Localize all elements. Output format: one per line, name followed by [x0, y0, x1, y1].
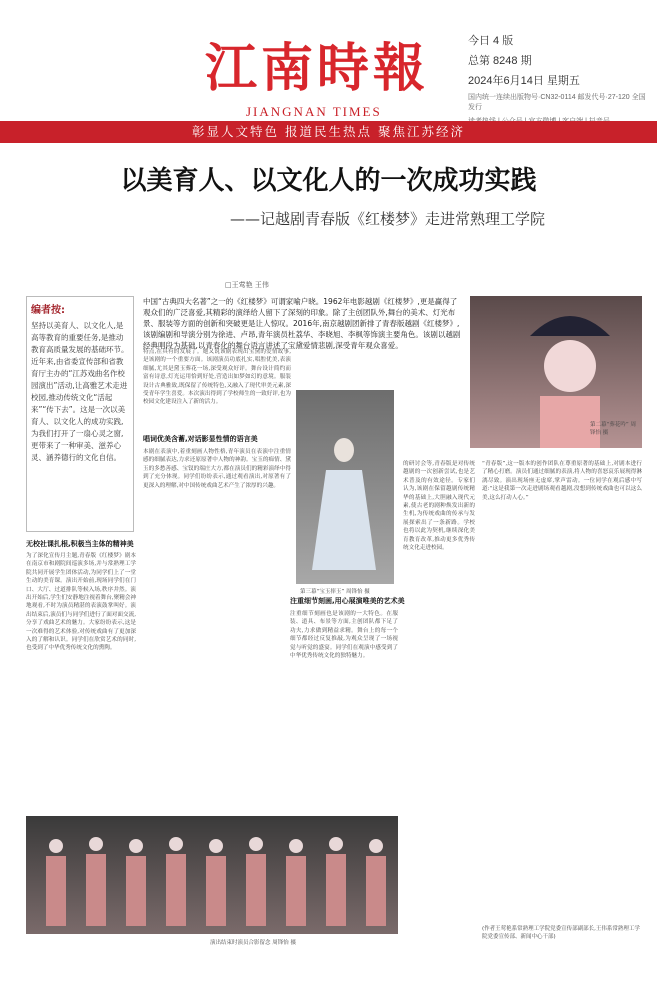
headline: 以美育人、以文化人的一次成功实践 [120, 166, 537, 196]
editor-note-text: 坚持以美育人、以文化人,是高等教育的重要任务,是推动教育高质量发展的基础环节。近年来,由省委宣传部和省教育厅主办的“江苏戏曲名作校园演出”活动,让高雅艺术走进校园,推动传统文化“活起来”“传下去”。这是一次以美育人、以文化人的成功实践,为我们打开了一扇心灵之窗,更带来了一种审美、滋养心灵、涵养德行的文化自信。 [31, 321, 129, 462]
section-title-2: 唱词优美含蓄,对话影显性情的语言美 [143, 435, 258, 443]
paper-name-logo: 江南時報 [205, 38, 430, 99]
issue-number: 总第 8248 期 [468, 55, 532, 67]
performer-silhouette [296, 390, 394, 584]
subheadline: ——记越剧青春版《红楼梦》走进常熟理工学院 [230, 210, 546, 228]
caption-photo-3: 演出结束时演员合影留念 周锋怡 摄 [210, 940, 296, 946]
section-title-1: 无校社课扎根,积极当主体的精神美 [26, 540, 134, 548]
caption-photo-2: 第二幕“葬花吟” 周锋怡 摄 [590, 422, 636, 436]
issue-date: 2024年6月14日 星期五 [468, 75, 580, 87]
editor-note-title: 编者按: [31, 305, 65, 316]
section-title-3: 注重细节刻画,用心展演唯美的艺术美 [290, 597, 405, 605]
body-column-3: 本剧在表演中,着重刻画人物性格,青年演员在表演中注重情感的细腻表达,力求还原原著中人物的神韵。宝玉的痴情、黛玉的多愁善感、宝钗的端庄大方,都在演员们的精彩演绎中得到了充分体现。同学们纷纷表示,通过观看演出,对原著有了更深入的理解,对中国传统戏曲艺术产生了浓厚的兴趣。 [143, 449, 291, 489]
issue-info [468, 32, 648, 122]
slogan-bar: 彰显人文特色 报道民生热点 聚焦江苏经济 [0, 121, 657, 143]
body-column-5: “青春版”,这一版本的创作团队在尊重原著的基础上,对剧本进行了精心打磨。演员们通过细腻的表演,将人物的喜怒哀乐展现得淋漓尽致。演出现场座无虚席,掌声雷动。一位同学在观后感中写道:“这是我第一次走进剧场观看越剧,没想到传统戏曲也可以这么美,这么打动人心。” [482, 461, 642, 501]
lead-paragraph: 中国“古典四大名著”之一的《红楼梦》可谓家喻户晓。1962年电影越剧《红楼梦》,更是赢得了观众们的广泛喜爱,其精彩的演绎给人留下了深刻的印象。除了主创团队外,舞台的美术、灯光布景、服装等方面的创新和突破更是让人惊叹。2016年,南京越剧团新排了青春版越剧《红楼梦》,该剧编剧和导演分别为徐进、卢昂,青年演员杜荔华、李晓旭、李枫等饰演主要角色。该剧以越剧经典唱段为基础,以青春化的舞台语言讲述了宝黛爱情悲剧,深受青年观众喜爱。 [143, 297, 461, 350]
body-column-4: 的研讨会等,青春版是对传统越剧的一次创新尝试,也是艺术普及的有效途径。专家们认为,该剧在保留越剧传统精华的基础上,大胆融入现代元素,使古老的剧种焕发出新的生机,为传统戏曲的传承与发展探索出了一条新路。学校也将以此为契机,继续深化美育教育改革,推动更多优秀传统文化走进校园。 [403, 461, 475, 552]
publisher-line: 国内统一连续出版物号·CN32-0114 邮发代号·27-120 全国发行 [468, 94, 646, 111]
paper-name-pinyin: JIANGNAN TIMES [246, 104, 382, 119]
caption-photo-1: 第三幕“宝玉摔玉” 周锋怡 摄 [300, 589, 370, 595]
body-column-2: 特点,在具有的发展了。她又说该剧表现出宝黛的爱情故事,是该剧的一个重要方面。该剧演员功底扎实,唱腔优美,表演细腻,尤其是黛玉葬花一场,深受观众好评。舞台设计简约而富有诗意,灯光运用恰到好处,营造出如梦如幻的意境。服装设计古典雅致,既保留了传统特色,又融入了现代审美元素,深受青年学生喜爱。本次演出得到了学校师生的一致好评,也为校园文化建设注入了新的活力。 [143, 349, 291, 406]
author-footnote: (作者王莺艳系常熟理工学院党委宣传部副部长,王伟系常熟理工学院党委宣传部、新闻中心干部) [482, 926, 640, 940]
body-column-6: 注重细节刻画也是该剧的一大特色。在服装、道具、布景等方面,主创团队都下足了功夫,力求做到精益求精。舞台上的每一个细节都经过反复推敲,为观众呈现了一场视觉与听觉的盛宴。同学们在观演中感受到了中华优秀传统文化的独特魅力。 [290, 611, 398, 660]
cast-group-figures [26, 816, 398, 934]
photo-cast-group [26, 816, 398, 934]
byline: □王莺艳 王伟 [225, 281, 269, 289]
page-count: 今日 4 版 [468, 35, 514, 47]
editor-note-box [26, 296, 134, 532]
body-column-1: 为了深化宣传月主题,青春版《红楼梦》剧本在南京市和剧院间巡演多场,并与常熟理工学院共同开展学生团体活动,为同学们上了一堂生动的美育课。演出开始前,现场同学们在门口、大厅、过道排队等候入场,秩序井然。演出开始后,学生们安静地注视着舞台,聚精会神地观看,不时为演员精湛的表演鼓掌叫好。演出结束后,演员们与同学们进行了面对面交流,分享了戏曲艺术的魅力。大家纷纷表示,这是一次难得的艺术体验,对传统戏曲有了更加深入的了解和认识。同学们在欣赏艺术的同时,也受到了中华优秀传统文化的熏陶。 [26, 553, 136, 652]
photo-stage-scene-1 [296, 390, 394, 584]
